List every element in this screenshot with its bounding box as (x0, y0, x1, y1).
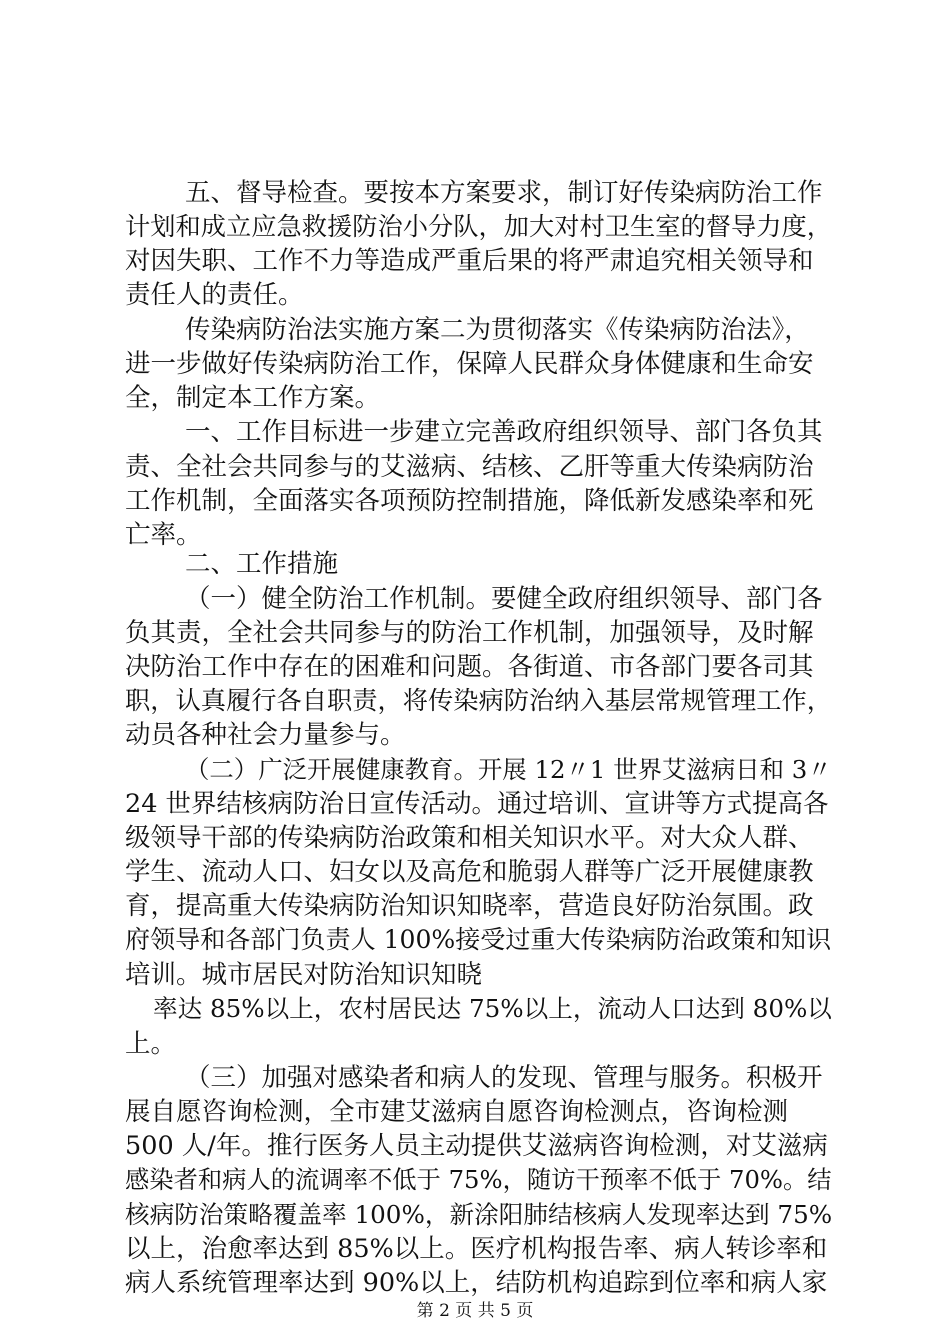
text-line: 动员各种社会力量参与。 (125, 720, 406, 750)
text-line: 负其责，全社会共同参与的防治工作机制，加强领导，及时解 (125, 618, 814, 648)
text-line: 责、全社会共同参与的艾滋病、结核、乙肝等重大传染病防治 (125, 452, 814, 482)
text-line: 传染病防治法实施方案二为贯彻落实《传染病防治法》， (185, 315, 810, 345)
text-line: 核病防治策略覆盖率 100%，新涂阳肺结核病人发现率达到 75% (125, 1200, 833, 1229)
text-line: 展自愿咨询检测，全市建艾滋病自愿咨询检测点，咨询检测 (125, 1097, 789, 1127)
text-line: 对因失职、工作不力等造成严重后果的将严肃追究相关领导和 (125, 246, 814, 276)
text-line: （二）广泛开展健康教育。开展 12〃1 世界艾滋病日和 3〃 (185, 755, 832, 784)
text-line: 学生、流动人口、妇女以及高危和脆弱人群等广泛开展健康教 (125, 857, 814, 887)
text-line: 培训。城市居民对防治知识知晓 (125, 960, 483, 990)
page-number-footer: 第 2 页 共 5 页 (416, 1301, 534, 1321)
text-line: 育，提高重大传染病防治知识知晓率，营造良好防治氛围。政 (125, 891, 814, 921)
text-line: 计划和成立应急救援防治小分队，加大对村卫生室的督导力度， (125, 212, 832, 241)
text-line: （一）健全防治工作机制。要健全政府组织领导、部门各 (185, 584, 823, 614)
text-line: 亡率。 (125, 520, 202, 550)
text-line: 决防治工作中存在的困难和问题。各街道、市各部门要各司其 (125, 652, 814, 682)
text-line: 病人系统管理率达到 90%以上，结防机构追踪到位率和病人家 (125, 1268, 828, 1298)
text-line: 级领导干部的传染病防治政策和相关知识水平。对大众人群、 (125, 823, 814, 853)
text-line: 以上，治愈率达到 85%以上。医疗机构报告率、病人转诊率和 (125, 1234, 828, 1264)
text-line: 一、工作目标进一步建立完善政府组织领导、部门各负其 (185, 417, 823, 447)
text-line: 进一步做好传染病防治工作，保障人民群众身体健康和生命安 (125, 349, 814, 379)
text-line: （三）加强对感染者和病人的发现、管理与服务。积极开 (185, 1063, 823, 1093)
text-line: 500 人/年。推行医务人员主动提供艾滋病咨询检测，对艾滋病 (125, 1131, 828, 1161)
text-line: 责任人的责任。 (125, 280, 304, 310)
text-line: 府领导和各部门负责人 100%接受过重大传染病防治政策和知识 (125, 925, 832, 954)
text-line: 职，认真履行各自职责，将传染病防治纳入基层常规管理工作， (125, 686, 832, 715)
text-line: 感染者和病人的流调率不低于 75%，随访干预率不低于 70%。结 (125, 1165, 832, 1194)
text-line: 二、工作措施 (185, 549, 339, 579)
text-line: 24 世界结核病防治日宣传活动。通过培训、宣讲等方式提高各 (125, 789, 829, 819)
text-line: 上。 (125, 1029, 177, 1059)
text-line: 工作机制，全面落实各项预防控制措施，降低新发感染率和死 (125, 486, 814, 516)
text-line: 五、督导检查。要按本方案要求，制订好传染病防治工作 (185, 178, 823, 208)
text-line: 率达 85%以上，农村居民达 75%以上，流动人口达到 80%以 (153, 994, 832, 1023)
text-line: 全，制定本工作方案。 (125, 383, 381, 413)
